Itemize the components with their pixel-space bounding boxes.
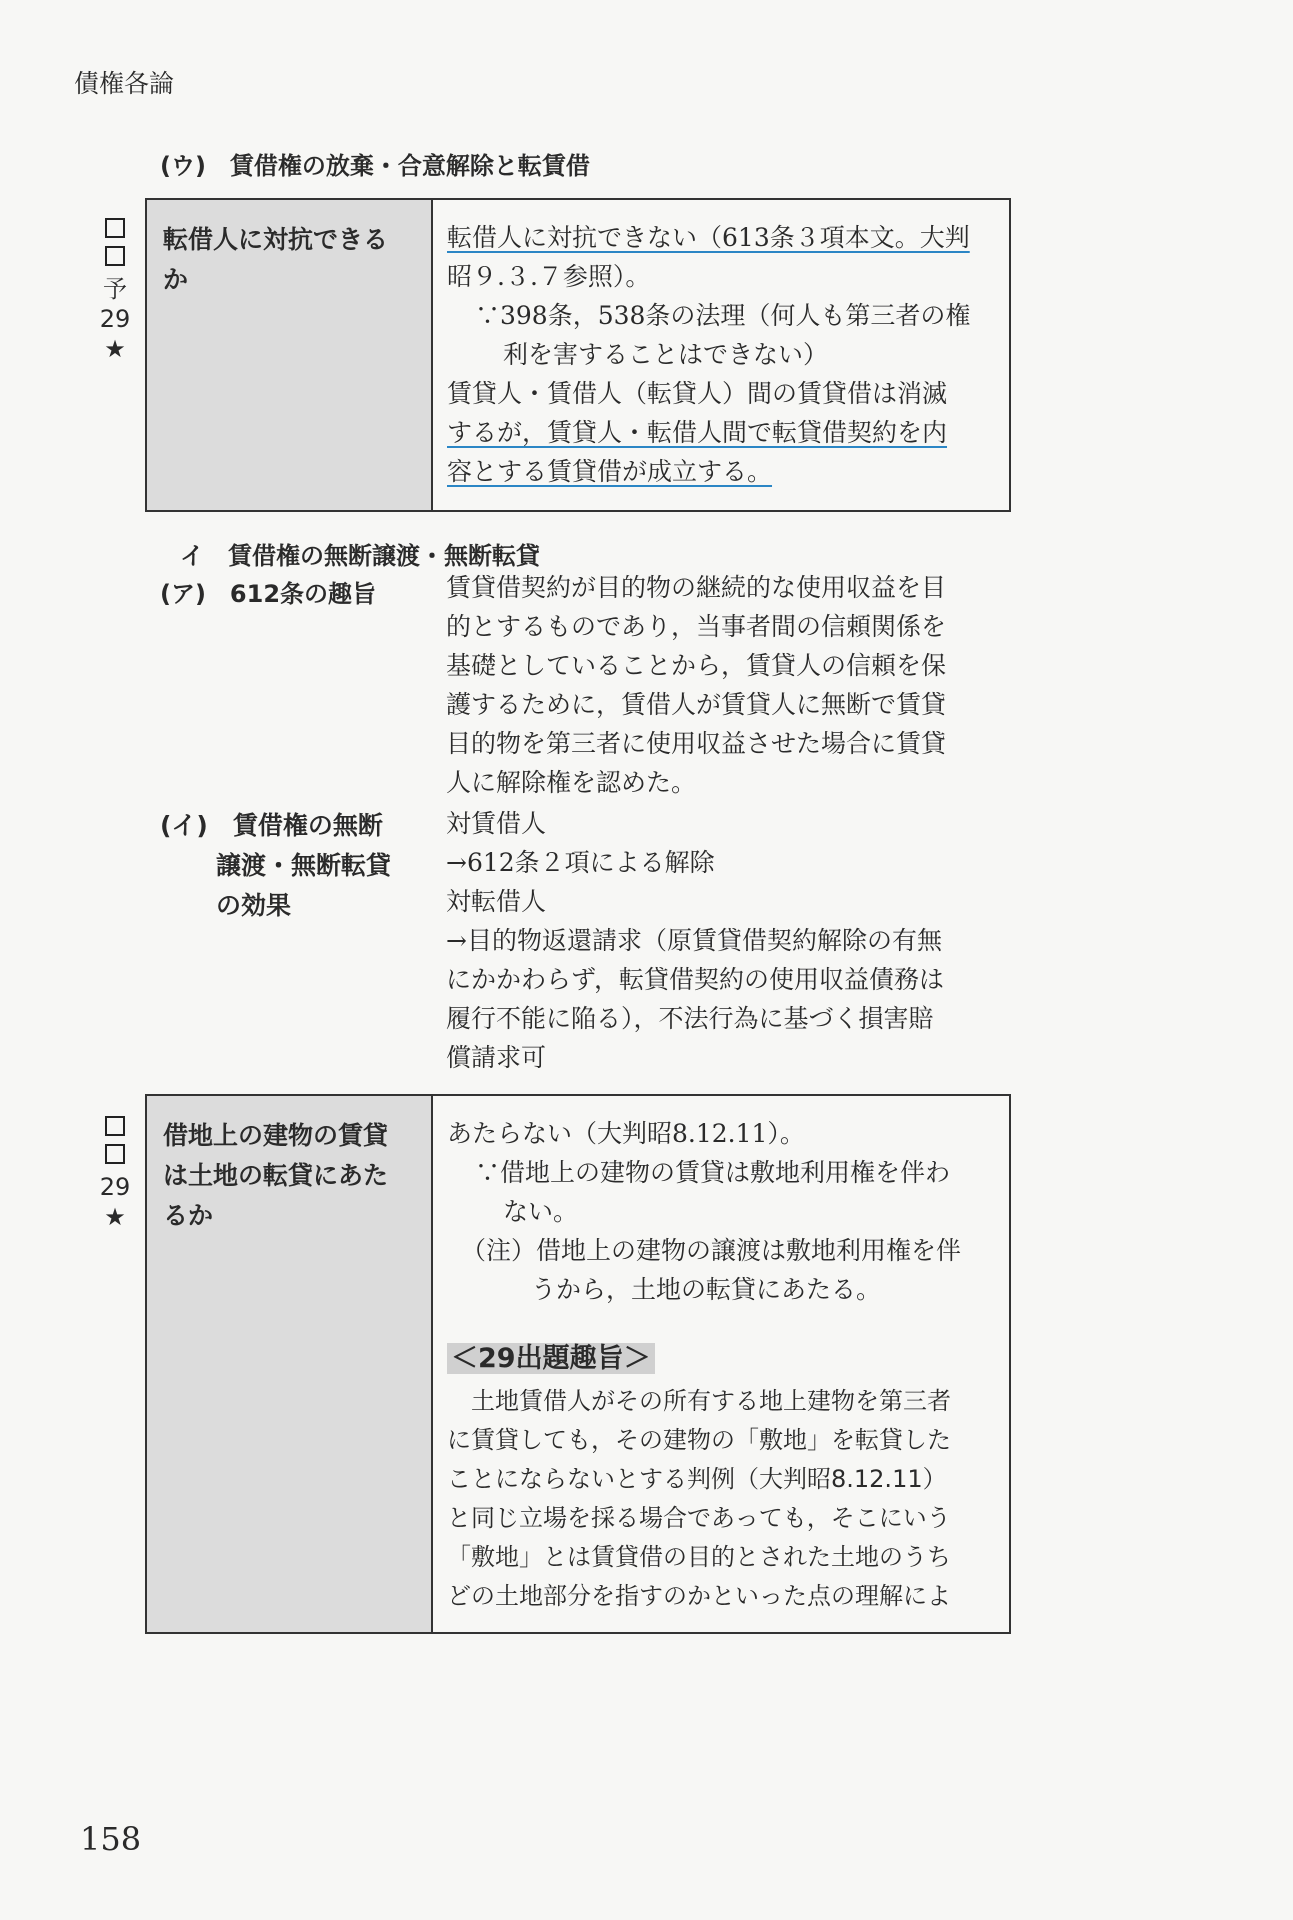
star-icon: ★ — [104, 335, 126, 363]
exam-intent-line: どの土地部分を指すのかといった点の理解によ — [447, 1582, 951, 1610]
checkbox-icon — [105, 246, 125, 266]
question-box-2 — [145, 1094, 1011, 1634]
answer-line: 賃貸人・賃借人（転貸人）間の賃貸借は消滅 — [447, 379, 948, 408]
marker-label: 29 — [99, 305, 131, 333]
checkbox-icon — [105, 1144, 125, 1164]
subsection-b-text: 対賃借人 →612条２項による解除 対転借人 →目的物返還請求（原賃貸借契約解除の有無 にかかわらず，転貸借契約の使用収益債務は 履行不能に陥る），不法行為に基づく損害賠 償請求可 — [446, 809, 945, 1072]
subsection-b-label: (イ) 賃借権の無断 譲渡・無断転貸 の効果 — [160, 811, 392, 920]
answer-line: 転借人に対抗できない（613条３項本文。大判 — [447, 223, 970, 252]
exam-intent-title: ＜29出題趣旨＞ — [447, 1343, 655, 1374]
answer-line: うから，土地の転貸にあたる。 — [531, 1275, 882, 1304]
checkbox-icon — [105, 1116, 125, 1136]
running-header: 債権各論 — [74, 69, 175, 98]
side-marker-1 — [98, 214, 132, 364]
question-text: 借地上の建物の賃貸 は土地の転貸にあた るか — [163, 1121, 389, 1230]
answer-line: するが，賃貸人・転借人間で転貸借契約を内 — [447, 418, 948, 447]
star-icon: ★ — [104, 1203, 126, 1231]
side-marker-2 — [98, 1112, 132, 1232]
answer-line: （注）借地上の建物の譲渡は敷地利用権を伴 — [461, 1236, 962, 1265]
answer-line: ∵398条，538条の法理（何人も第三者の権 — [475, 301, 971, 330]
exam-intent-line: と同じ立場を採る場合であっても，そこにいう — [447, 1504, 951, 1532]
checkbox-icon — [105, 218, 125, 238]
exam-intent-line: 土地賃借人がその所有する地上建物を第三者 — [447, 1387, 951, 1415]
question-box-1 — [145, 198, 1011, 512]
answer-line: 利を害することはできない） — [503, 340, 829, 369]
marker-label: 29 — [99, 1173, 131, 1201]
question-text: 転借人に対抗できる か — [163, 225, 389, 294]
answer-line: 容とする賃貸借が成立する。 — [447, 457, 773, 486]
subsection-a-text: 賃貸借契約が目的物の継続的な使用収益を目 的とするものであり，当事者間の信頼関係を 基礎としていることから，賃貸人の信頼を保 護するために，賃借人が賃貸人に無断で賃貸 目的物を第三者に使用収益させた場合に賃貸 人に解除権を認めた。 — [446, 573, 947, 797]
marker-label: 予 — [103, 275, 127, 303]
exam-intent-line: 「敷地」とは賃貸借の目的とされた土地のうち — [447, 1543, 951, 1571]
subsection-a-label: (ア) 612条の趣旨 — [160, 580, 377, 608]
section-i-heading: イ 賃借権の無断譲渡・無断転貸 — [180, 542, 540, 570]
exam-intent-line: に賃貸しても，その建物の「敷地」を転貸した — [447, 1426, 951, 1454]
answer-line: あたらない（大判昭8.12.11）。 — [447, 1119, 805, 1148]
answer-cell — [447, 218, 970, 491]
answer-line: ない。 — [503, 1197, 579, 1226]
question-cell — [147, 1096, 433, 1632]
answer-cell — [447, 1114, 961, 1616]
section-u-heading: (ウ) 賃借権の放棄・合意解除と転賃借 — [160, 152, 590, 180]
answer-line: ∵借地上の建物の賃貸は敷地利用権を伴わ — [475, 1158, 951, 1187]
page-number: 158 — [80, 1820, 142, 1858]
answer-line: 昭９.３.７参照）。 — [447, 262, 651, 291]
exam-intent-line: ことにならないとする判例（大判昭8.12.11） — [447, 1465, 947, 1493]
question-cell — [147, 200, 433, 510]
